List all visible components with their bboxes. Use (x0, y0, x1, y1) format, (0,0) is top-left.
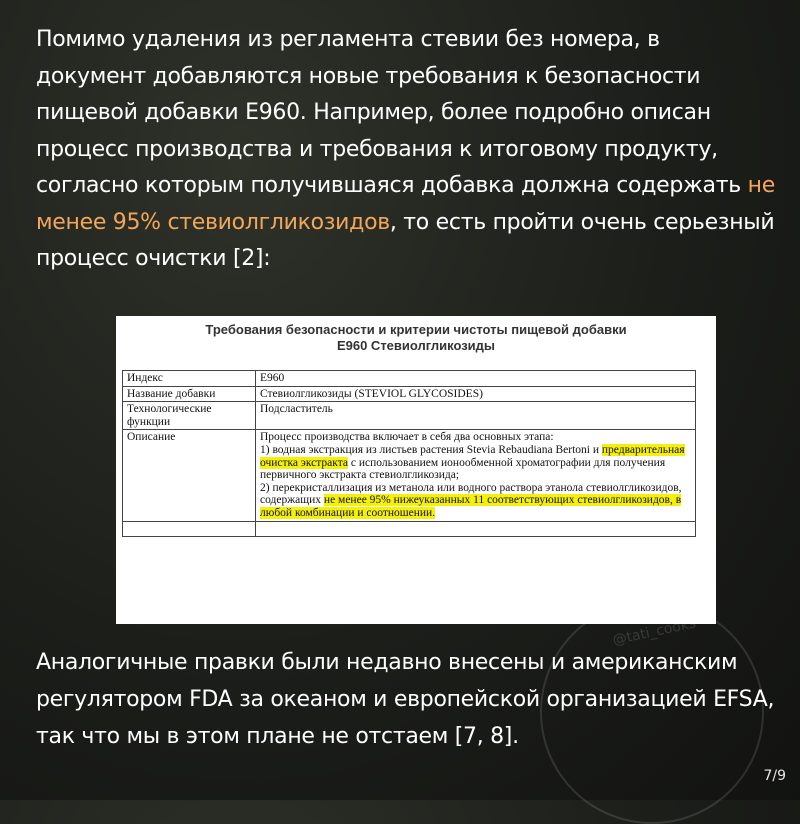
table-row (123, 402, 696, 430)
requirements-table (122, 370, 696, 537)
table-row (123, 386, 696, 402)
row-key: Индекс (123, 371, 256, 387)
outro-paragraph: Аналогичные правки были недавно внесены и американским регулятором FDA за океаном и европейской организацией EFSA, так что мы в этом плане не отстаем [7, 8]. (36, 650, 775, 749)
description-p2-highlight: предварительная очистка экстракта (260, 443, 685, 469)
document-title (116, 322, 716, 354)
table-row (123, 371, 696, 387)
watermark-text: @tati_cooks (611, 615, 698, 649)
description-p3-before: 2) перекристаллизация из метанола или водного раствора этанола стевиолгликозидов, содержащих (260, 481, 682, 507)
table-row (123, 521, 696, 537)
description-p2-after: с использованием ионообменной хроматографии для получения первичного экстракта стевиолгликозида; (260, 456, 666, 482)
description-p2-before: 1) водная экстракция из листьев растения Stevia Rebaudiana Bertoni и (260, 443, 602, 456)
row-key: Описание (123, 430, 256, 521)
document-excerpt (116, 316, 716, 624)
row-key: Технологические функции (123, 402, 256, 430)
document-title-line1: Требования безопасности и критерии чистоты пищевой добавки (205, 322, 627, 337)
document-title-line2: Е960 Стевиолгликозиды (336, 338, 496, 353)
row-key-empty (123, 521, 256, 537)
description-p2 (260, 444, 691, 482)
row-value: Подсластитель (256, 402, 696, 430)
intro-highlight: не менее 95% стевиолгликозидов (36, 173, 775, 235)
table-row (123, 430, 696, 521)
intro-text-after: , то есть пройти очень серьезный процесс очистки [2]: (36, 209, 775, 271)
row-key: Название добавки (123, 386, 256, 402)
intro-paragraph (36, 22, 776, 278)
row-value: Стевиолгликозиды (STEVIOL GLYCOSIDES) (256, 386, 696, 402)
description-cell (256, 430, 696, 521)
row-value-empty (256, 521, 696, 537)
row-value: Е960 (256, 371, 696, 387)
description-p3-highlight: не менее 95% нижеуказанных 11 соответствующих стевиолгликозидов, в любой комбинации и соотношении. (260, 494, 682, 519)
intro-text-before: Помимо удаления из регламента стевии без номера, в документ добавляются новые требования к безопасности пищевой добавки Е960. Например, более подробно описан процесс производства и требования к итоговому продукту, согласно которым получившаяся добавка должна содержать (36, 27, 748, 198)
description-p3 (260, 482, 691, 520)
page-number: 7/9 (763, 768, 786, 784)
description-p1: Процесс производства включает в себя два основных этапа: (260, 431, 554, 444)
